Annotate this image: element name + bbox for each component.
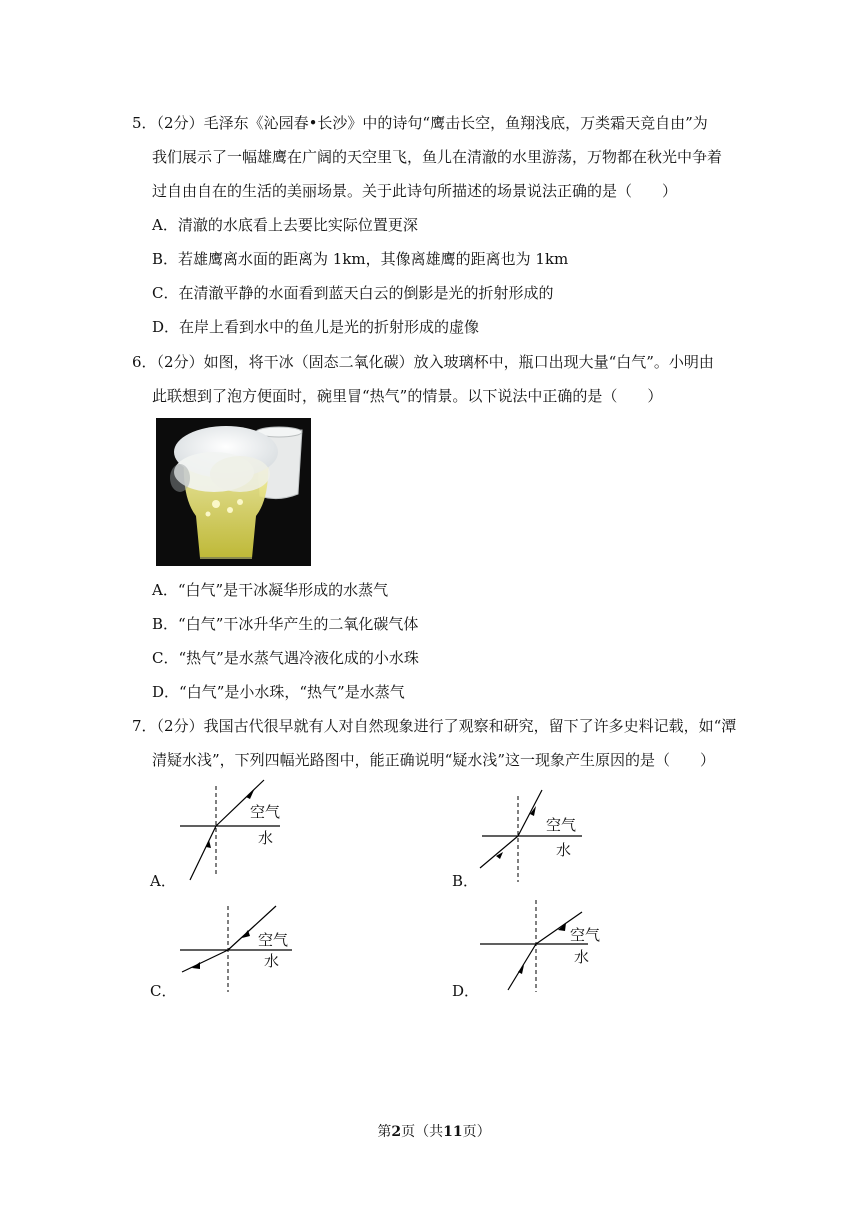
footer-middle: 页（共 [401, 1124, 444, 1140]
light-path-diagram-d [470, 898, 670, 1013]
water-label: 水 [264, 952, 280, 970]
air-label: 空气 [570, 926, 601, 944]
q6-stem-line-2: 此联想到了泡方便面时，碗里冒“热气”的情景。以下说法中正确的是（ ） [152, 387, 663, 405]
q7-stem-line-1: 7．（2分）我国古代很早就有人对自然现象进行了观察和研究，留下了许多史料记载，如“潭 [132, 717, 737, 735]
light-path-diagram-b [452, 786, 652, 901]
water-label: 水 [258, 829, 274, 847]
q5-stem-line-3: 过自由自在的生活的美丽场景。关于此诗句所描述的场景说法正确的是（ ） [152, 182, 678, 200]
q5-option-b: B．若雄鹰离水面的距离为 1km，其像离雄鹰的距离也为 1km [152, 250, 569, 268]
q6-option-b: B．“白气”干冰升华产生的二氧化碳气体 [152, 615, 419, 633]
q7-option-a-letter: A． [150, 872, 176, 890]
air-label: 空气 [546, 816, 577, 834]
q5-stem-line-1: 5．（2分）毛泽东《沁园春•长沙》中的诗句“鹰击长空，鱼翔浅底，万类霜天竞自由”为 [132, 114, 708, 132]
air-label: 空气 [258, 931, 289, 949]
q5-option-c: C．在清澈平静的水面看到蓝天白云的倒影是光的折射形成的 [152, 284, 554, 302]
q5-option-d: D．在岸上看到水中的鱼儿是光的折射形成的虚像 [152, 318, 480, 336]
q6-option-c: C．“热气”是水蒸气遇冷液化成的小水珠 [152, 649, 419, 667]
q6-stem-line-1: 6．（2分）如图，将干冰（固态二氧化碳）放入玻璃杯中，瓶口出现大量“白气”。小明由 [132, 353, 714, 371]
water-label: 水 [574, 948, 590, 966]
q7-option-c-letter: C． [150, 982, 177, 1000]
footer-total-pages: 11 [443, 1124, 463, 1140]
footer-prefix: 第 [377, 1124, 392, 1140]
light-path-diagram-c [162, 898, 362, 1013]
q5-stem-line-2: 我们展示了一幅雄鹰在广阔的天空里飞，鱼儿在清澈的水里游荡，万物都在秋光中争着 [152, 148, 723, 166]
q6-option-d: D．“白气”是小水珠，“热气”是水蒸气 [152, 683, 405, 701]
dry-ice-glass-photo [156, 418, 311, 566]
footer-page-number: 2 [391, 1124, 402, 1140]
q7-stem-line-2: 清疑水浅”，下列四幅光路图中，能正确说明“疑水浅”这一现象产生原因的是（ ） [152, 751, 716, 769]
air-label: 空气 [250, 803, 281, 821]
q7-option-b-letter: B． [452, 872, 479, 890]
water-label: 水 [556, 841, 572, 859]
light-path-diagram-a [150, 776, 350, 891]
q7-option-d-letter: D． [452, 982, 480, 1000]
page-footer [0, 1123, 868, 1141]
q5-option-a: A．清澈的水底看上去要比实际位置更深 [152, 216, 418, 234]
q6-option-a: A．“白气”是干冰凝华形成的水蒸气 [152, 581, 389, 599]
footer-suffix: 页） [462, 1124, 491, 1140]
